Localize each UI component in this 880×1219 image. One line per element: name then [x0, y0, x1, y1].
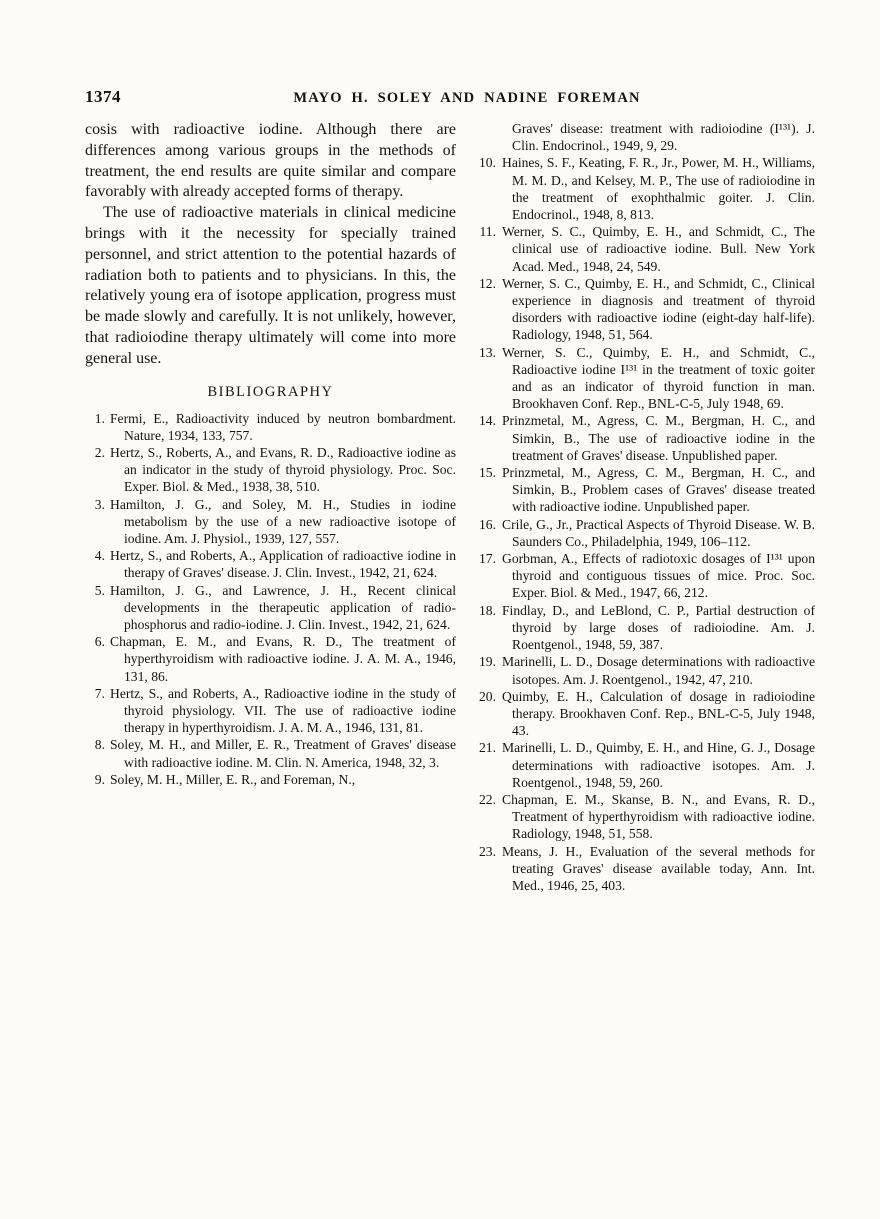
- reference-entry: [471, 344, 815, 413]
- reference-number: 14.: [479, 413, 496, 429]
- reference-number: 22.: [479, 791, 496, 807]
- reference-entry: [85, 496, 456, 548]
- reference-entry: [85, 410, 456, 444]
- reference-number: 10.: [479, 155, 496, 171]
- reference-text: Soley, M. H., and Miller, E. R., Treatment of Graves' disease with radioactive iodine. M. Clin. N. America, 1948, 32, 3.: [110, 737, 456, 770]
- reference-text: Soley, M. H., Miller, E. R., and Foreman, N.,: [110, 771, 356, 787]
- bibliography-heading: BIBLIOGRAPHY: [207, 383, 334, 400]
- reference-entry: [471, 791, 815, 843]
- running-head: [85, 87, 813, 107]
- reference-text: Werner, S. C., Quimby, E. H., and Schmidt, C., The clinical use of radioactive iodine. Bull. New York Acad. Med., 1948, 24, 549.: [502, 224, 815, 274]
- two-column-text: [85, 120, 815, 894]
- reference-number: 6.: [94, 634, 105, 650]
- reference-number: 7.: [94, 685, 105, 701]
- body-paragraph: cosis with radioactive iodine. Although there are differences among various groups in the methods of treatment, the end results are quite similar and compare favorably with already accepted forms of therapy.: [85, 121, 456, 201]
- reference-text: Hamilton, J. G., and Soley, M. H., Studies in iodine metabolism by the use of a new radioactive isotope of iodine. Am. J. Physiol., 1939, 127, 557.: [110, 496, 456, 546]
- reference-number: 2.: [94, 444, 105, 460]
- reference-text: Gorbman, A., Effects of radiotoxic dosages of I¹³¹ upon thyroid and contiguous tissues of mice. Proc. Soc. Exper. Biol. & Med., 1947, 66, 212.: [502, 551, 815, 601]
- left-column: [85, 120, 456, 894]
- body-paragraph: The use of radioactive materials in clinical medicine brings with it the necessity for specially trained personnel, and strict attention to the potential hazards of radiation both to patients and to physicians. In this, the relatively young era of isotope application, progress must be made slowly and carefully. It is not unlikely, however, that radioiodine therapy ultimately will come into more general use.: [85, 204, 456, 367]
- reference-number: 13.: [479, 344, 496, 360]
- reference-text: Hertz, S., and Roberts, A., Radioactive iodine in the study of thyroid physiology. VII. The use of radioactive iodine therapy in hyperthyroidism. J. A. M. A., 1946, 131, 81.: [110, 685, 456, 736]
- running-head-title: MAYO H. SOLEY AND NADINE FOREMAN: [293, 90, 641, 106]
- reference-number: 12.: [479, 275, 496, 291]
- reference-text: Hertz, S., and Roberts, A., Application of radioactive iodine in therapy of Graves' disease. J. Clin. Invest., 1942, 21, 624.: [110, 548, 456, 581]
- reference-number: 4.: [94, 548, 105, 564]
- reference-number: 21.: [479, 740, 496, 756]
- reference-entry: [471, 412, 815, 464]
- reference-text: Prinzmetal, M., Agress, C. M., Bergman, H. C., and Simkin, B., The use of radioactive iodine in the treatment of Graves' disease. Unpublished paper.: [502, 413, 815, 463]
- reference-text: Fermi, E., Radioactivity induced by neutron bombardment. Nature, 1934, 133, 757.: [110, 410, 456, 443]
- reference-text: Findlay, D., and LeBlond, C. P., Partial destruction of thyroid by large doses of radioiodine. Am. J. Roentgenol., 1948, 59, 387.: [502, 602, 815, 653]
- reference-text: Crile, G., Jr., Practical Aspects of Thyroid Disease. W. B. Saunders Co., Philadelphia, 1949, 106–112.: [502, 516, 815, 549]
- reference-number: 15.: [479, 465, 496, 481]
- reference-entry: [85, 633, 456, 685]
- reference-text: Prinzmetal, M., Agress, C. M., Bergman, H. C., and Simkin, B., Problem cases of Graves' disease treated with radioactive iodine. Unpublished paper.: [502, 465, 815, 515]
- reference-number: 11.: [479, 224, 496, 240]
- reference-number: 17.: [479, 551, 496, 567]
- reference-text: Werner, S. C., Quimby, E. H., and Schmidt, C., Radioactive iodine I¹³¹ in the treatment of toxic goiter and as an indicator of thyroid function in man. Brookhaven Conf. Rep., BNL-C-5, July 1948, 69.: [502, 344, 815, 412]
- reference-text: Quimby, E. H., Calculation of dosage in radioiodine therapy. Brookhaven Conf. Rep., BNL-C-5, July 1948, 43.: [502, 688, 815, 739]
- reference-entry: [471, 653, 815, 687]
- reference-entry: [85, 736, 456, 770]
- reference-number: 20.: [479, 688, 496, 704]
- reference-number: 16.: [479, 516, 496, 532]
- reference-text: Hamilton, J. G., and Lawrence, J. H., Recent clinical developments in the therapeutic application of radio-phosphorus and radio-iodine. J. Clin. Invest., 1942, 21, 624.: [110, 582, 456, 632]
- reference-entry: [85, 685, 456, 737]
- reference-entry: [85, 444, 456, 496]
- reference-text: Chapman, E. M., Skanse, B. N., and Evans, R. D., Treatment of hyperthyroidism with radioactive iodine. Radiology, 1948, 51, 558.: [502, 791, 815, 842]
- page-number: 1374: [85, 87, 121, 106]
- reference-entry: [85, 547, 456, 581]
- reference-text: Chapman, E. M., and Evans, R. D., The treatment of hyperthyroidism with radioactive iodine. J. A. M. A., 1946, 131, 86.: [110, 634, 456, 684]
- reference-entry: [471, 602, 815, 654]
- reference-number: 23.: [479, 843, 496, 859]
- reference-number: 1.: [94, 410, 105, 426]
- reference-number: 8.: [94, 737, 105, 753]
- reference-entry: [471, 464, 815, 516]
- reference-entry: [471, 550, 815, 602]
- reference-entry: [85, 582, 456, 634]
- reference-entry: [85, 771, 456, 788]
- reference-number: 3.: [94, 496, 105, 512]
- reference-text: Marinelli, L. D., Quimby, E. H., and Hine, G. J., Dosage determinations with radioactive isotopes. Am. J. Roentgenol., 1948, 59, 260.: [502, 740, 815, 790]
- reference-entry: [471, 843, 815, 895]
- reference-number: 19.: [479, 654, 496, 670]
- reference-text: Means, J. H., Evaluation of the several methods for treating Graves' disease available today, Ann. Int. Med., 1946, 25, 403.: [502, 843, 815, 893]
- reference-entry: [471, 688, 815, 740]
- reference-entry: [471, 275, 815, 344]
- reference-continuation: Graves' disease: treatment with radioiodine (I¹³¹). J. Clin. Endocrinol., 1949, 9, 29.: [512, 121, 815, 154]
- right-column: [471, 120, 815, 894]
- reference-text: Hertz, S., Roberts, A., and Evans, R. D., Radioactive iodine as an indicator in the study of thyroid physiology. Proc. Soc. Exper. Biol. & Med., 1938, 38, 510.: [110, 444, 456, 495]
- reference-entry: [471, 154, 815, 223]
- reference-text: Werner, S. C., Quimby, E. H., and Schmidt, C., Clinical experience in diagnosis and treatment of thyroid disorders with radioactive iodine (eight-day half-life). Radiology, 1948, 51, 564.: [502, 275, 815, 343]
- reference-number: 9.: [94, 771, 105, 787]
- reference-number: 18.: [479, 602, 496, 618]
- reference-entry: [471, 516, 815, 550]
- reference-entry: [471, 739, 815, 791]
- reference-text: Marinelli, L. D., Dosage determinations with radioactive isotopes. Am. J. Roentgenol., 1942, 47, 210.: [502, 654, 815, 687]
- reference-text: Haines, S. F., Keating, F. R., Jr., Power, M. H., Williams, M. M. D., and Kelsey, M. P., The use of radioiodine in the treatment of exophthalmic goiter. J. Clin. Endocrinol., 1948, 8, 813.: [502, 155, 815, 223]
- reference-number: 5.: [94, 582, 105, 598]
- reference-entry: [471, 223, 815, 275]
